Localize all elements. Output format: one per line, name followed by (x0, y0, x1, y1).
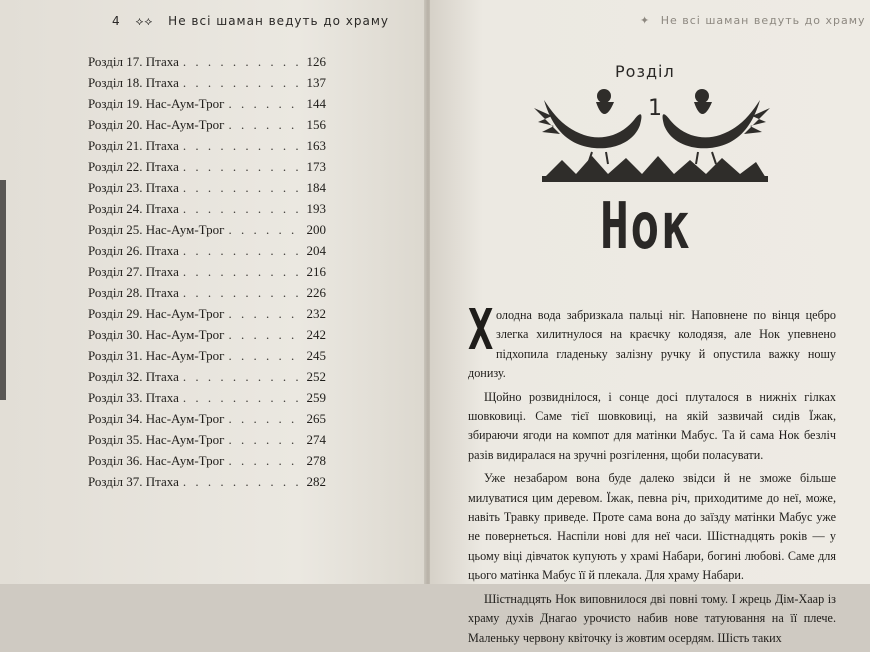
toc-entry (88, 138, 326, 159)
toc-entry-label: Розділ 21. Птаха (88, 138, 179, 153)
toc-entry-page: 232 (306, 306, 326, 321)
toc-entry-page: 259 (306, 390, 326, 405)
toc-entry-page: 274 (306, 432, 326, 447)
right-bird-icon (663, 89, 770, 164)
toc-entry (88, 180, 326, 201)
toc-entry (88, 117, 326, 138)
toc-leader-dots (183, 159, 300, 175)
chapter-label: Розділ (615, 62, 675, 81)
toc-entry-page: 252 (306, 369, 326, 384)
drop-cap: Х (468, 298, 494, 363)
running-title: Не всі шаман ведуть до храму (168, 14, 390, 28)
ornament-icon: ✦ (640, 14, 651, 27)
chapter-title: Нок (600, 190, 692, 264)
table-of-contents (88, 54, 326, 495)
toc-entry-page: 265 (306, 411, 326, 426)
toc-leader-dots (183, 180, 300, 196)
toc-entry-label: Розділ 24. Птаха (88, 201, 179, 216)
toc-leader-dots (228, 117, 300, 133)
toc-entry-page: 163 (306, 138, 326, 153)
toc-entry (88, 306, 326, 327)
toc-leader-dots (183, 54, 300, 70)
toc-leader-dots (183, 264, 300, 280)
toc-leader-dots (183, 285, 300, 301)
toc-entry (88, 285, 326, 306)
toc-entry-page: 173 (306, 159, 326, 174)
toc-entry-label: Розділ 22. Птаха (88, 159, 179, 174)
toc-entry-label: Розділ 25. Нас-Аум-Трог (88, 222, 225, 237)
toc-entry-label: Розділ 19. Нас-Аум-Трог (88, 96, 225, 111)
toc-entry-page: 204 (306, 243, 326, 258)
paragraph-3: Уже незабаром вона буде далеко звідси й не зможе більше милуватися цим деревом. Їжак, певна річ, приходитиме до неї, може, навіть Травку приведе. Проте сама вона до заїзду матінки Мабус уже не повернеться. Наспіли нові для неї часи. Шістнадцять років — у цьому віці дівчаток купують у храмі Набари, богині любові. Саме для цього матінка Мабус її й плекала. Для храму Набари. (468, 471, 836, 583)
toc-leader-dots (183, 243, 300, 259)
toc-entry-label: Розділ 32. Птаха (88, 369, 179, 384)
toc-entry-label: Розділ 37. Птаха (88, 474, 179, 489)
toc-leader-dots (228, 411, 300, 427)
paragraph-text: олодна вода забризкала пальці ніг. Наповнене по вінця цебро злегка хилитнулося на краєчку колодязя, але Нок упевнено підхопила гладеньку залізну ручку й опустила важку ношу донизу. (468, 308, 836, 381)
toc-entry (88, 222, 326, 243)
toc-entry (88, 96, 326, 117)
toc-leader-dots (183, 369, 300, 385)
toc-entry-page: 193 (306, 201, 326, 216)
toc-leader-dots (228, 327, 300, 343)
paragraph-4: Шістнадцять Нок виповнилося дві повні тому. І жрець Дім-Хаар із храму духів Днагао урочисто набив нове татуювання на її плече. Маленьку червону квіточку із жовтим осердям. Шість таких (468, 591, 836, 645)
paragraph-2: Щойно розвиднілося, і сонце досі плуталося в нижніх гілках шовковиці. Саме тієї шовковиці, на якій зазвичай сидів Їжак, збираючи ягоди на компот для матінки Мабус. Та й сама Нок безліч разів видиралася на зручні розгілення, щоби поласувати. (468, 389, 836, 462)
toc-entry-page: 216 (306, 264, 326, 279)
page-number: 4 (112, 14, 121, 28)
chapter-number: 1 (648, 96, 662, 121)
toc-entry-label: Розділ 33. Птаха (88, 390, 179, 405)
toc-leader-dots (183, 201, 300, 217)
toc-entry-label: Розділ 34. Нас-Аум-Трог (88, 411, 225, 426)
running-header-left (112, 14, 389, 29)
ornament-icon: ⟡⟡ (135, 14, 154, 28)
toc-entry (88, 75, 326, 96)
chapter-body (468, 298, 836, 652)
toc-entry-page: 200 (306, 222, 326, 237)
toc-entry (88, 390, 326, 411)
toc-entry-label: Розділ 28. Птаха (88, 285, 179, 300)
toc-entry (88, 453, 326, 474)
toc-entry (88, 474, 326, 495)
toc-entry (88, 411, 326, 432)
toc-entry-label: Розділ 31. Нас-Аум-Трог (88, 348, 225, 363)
toc-entry-label: Розділ 26. Птаха (88, 243, 179, 258)
toc-entry (88, 201, 326, 222)
mountains-icon (542, 156, 768, 182)
toc-entry-label: Розділ 17. Птаха (88, 54, 179, 69)
toc-entry-page: 137 (306, 75, 326, 90)
running-title-right: Не всі шаман ведуть до храму (660, 14, 866, 27)
toc-entry-label: Розділ 23. Птаха (88, 180, 179, 195)
toc-leader-dots (183, 474, 300, 490)
toc-entry-page: 126 (306, 54, 326, 69)
toc-entry-label: Розділ 35. Нас-Аум-Трог (88, 432, 225, 447)
toc-entry-page: 245 (306, 348, 326, 363)
toc-leader-dots (228, 222, 300, 238)
toc-entry-page: 226 (306, 285, 326, 300)
toc-leader-dots (183, 390, 300, 406)
toc-entry (88, 54, 326, 75)
toc-entry (88, 432, 326, 453)
toc-entry-label: Розділ 29. Нас-Аум-Трог (88, 306, 225, 321)
toc-entry (88, 369, 326, 390)
toc-entry (88, 327, 326, 348)
toc-leader-dots (228, 432, 300, 448)
toc-entry-label: Розділ 18. Птаха (88, 75, 179, 90)
toc-entry-page: 184 (306, 180, 326, 195)
left-page (0, 0, 426, 584)
toc-entry-page: 156 (306, 117, 326, 132)
toc-entry-page: 144 (306, 96, 326, 111)
toc-leader-dots (228, 96, 300, 112)
toc-leader-dots (183, 138, 300, 154)
page-edge-shadow (0, 180, 6, 400)
toc-entry (88, 243, 326, 264)
toc-entry-page: 282 (306, 474, 326, 489)
left-bird-icon (534, 89, 641, 164)
toc-leader-dots (228, 306, 300, 322)
toc-entry-label: Розділ 20. Нас-Аум-Трог (88, 117, 225, 132)
toc-entry (88, 159, 326, 180)
toc-entry-page: 278 (306, 453, 326, 468)
paragraph-1 (468, 298, 836, 384)
running-header-right (640, 14, 866, 27)
toc-entry-label: Розділ 36. Нас-Аум-Трог (88, 453, 225, 468)
toc-entry-page: 242 (306, 327, 326, 342)
toc-leader-dots (228, 453, 300, 469)
toc-entry (88, 264, 326, 285)
toc-leader-dots (183, 75, 300, 91)
toc-entry-label: Розділ 27. Птаха (88, 264, 179, 279)
toc-leader-dots (228, 348, 300, 364)
toc-entry-label: Розділ 30. Нас-Аум-Трог (88, 327, 225, 342)
toc-entry (88, 348, 326, 369)
